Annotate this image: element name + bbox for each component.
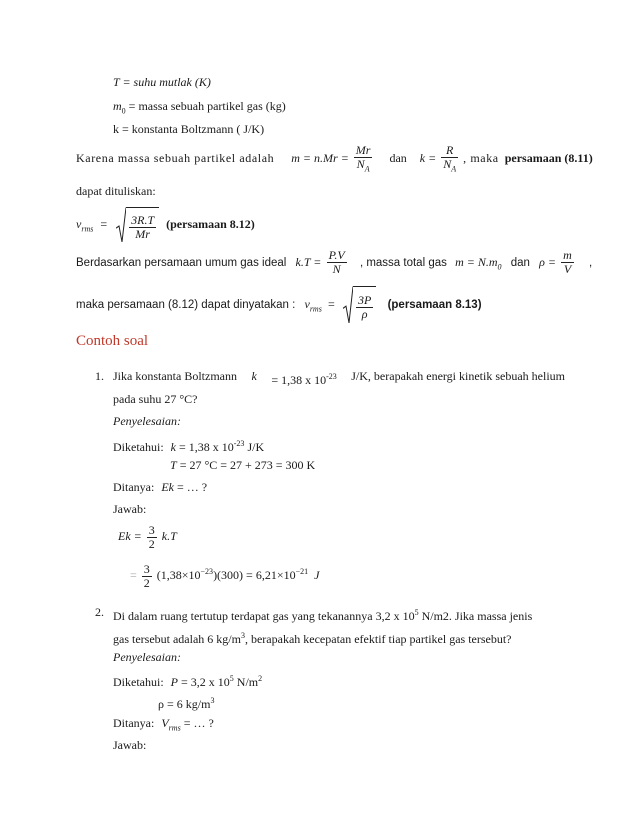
fraction-r-na — [441, 144, 458, 175]
massa-total-text: , massa total gas — [359, 257, 447, 269]
frac-num: 3P — [358, 292, 372, 307]
diketahui-label: Diketahui: — [113, 675, 164, 689]
frac-num: m — [563, 248, 572, 263]
q1-diketahui-2 — [170, 458, 315, 473]
q2-line2-a: gas tersebut adalah 6 kg/m — [113, 632, 241, 646]
fraction-mr-na — [354, 144, 373, 175]
q1-value-main: = 1,38 x 10 — [271, 373, 327, 387]
k-value: = 1,38 x 10 — [178, 440, 234, 454]
p-exp: 5 — [229, 674, 234, 683]
dan-text: dan — [389, 151, 407, 165]
eq-rho: ρ = — [539, 255, 556, 269]
m0-subscript: 0 — [121, 106, 126, 116]
frac-num: 3 — [143, 561, 150, 576]
fraction-m-v — [561, 249, 574, 276]
q1-value — [271, 369, 336, 388]
t-value: = 27 °C = 27 + 273 = 300 K — [179, 458, 316, 472]
q2-text-line2 — [113, 628, 512, 647]
q2-diketahui-1 — [113, 671, 262, 690]
frac-den-main: N — [356, 156, 365, 171]
def-boltzmann: k = konstanta Boltzmann ( J/K) — [113, 122, 265, 136]
frac-den-sub: A — [451, 163, 457, 173]
berdasarkan-line — [76, 247, 592, 282]
rms-subscript: rms — [81, 224, 94, 234]
sqrt-3p-rho — [343, 286, 376, 324]
q2-number: 2. — [95, 605, 104, 619]
p-unit-exp: 2 — [258, 674, 263, 683]
maka-text: , maka — [463, 151, 499, 165]
k-symbol: k — [170, 440, 176, 454]
karena-text: Karena massa sebuah partikel adalah — [76, 151, 275, 165]
p-value: = 3,2 x 10 — [181, 675, 230, 689]
k-unit: J/K — [247, 440, 265, 454]
dan-text: dan — [510, 257, 530, 269]
t-symbol: T — [170, 458, 177, 472]
q2-text-line1 — [113, 605, 532, 624]
comma: , — [589, 257, 593, 269]
unit-j: J — [314, 568, 320, 582]
q1-ek-calculation — [130, 557, 319, 590]
rms-subscript: rms — [309, 304, 322, 314]
q2-ditanya — [113, 716, 214, 735]
ek-rhs: k.T — [161, 529, 177, 543]
frac-num: 3 — [148, 522, 155, 537]
frac-den: N — [327, 262, 347, 276]
q1-diketahui-1 — [113, 436, 264, 455]
calc-exp-1: −23 — [200, 567, 214, 576]
diketahui-label: Diketahui: — [113, 440, 164, 454]
eq-mass-total-sub: 0 — [497, 262, 502, 272]
frac-den-main: N — [443, 156, 452, 171]
radical-sign-icon — [116, 207, 126, 243]
eq-mass-total-main: m = N.m — [455, 255, 498, 269]
rms-subscript: rms — [168, 723, 181, 733]
q1-text-a: Jika konstanta Boltzmann — [113, 369, 237, 383]
persamaan-811-ref: persamaan (8.11) — [504, 151, 593, 165]
ek-lhs: Ek = — [118, 529, 142, 543]
def-temperature: T = suhu mutlak (K) — [113, 75, 211, 89]
ditanya-label: Ditanya: — [113, 480, 155, 494]
fraction-pv-n — [327, 249, 347, 276]
ditanya-rest: = … ? — [183, 716, 214, 730]
frac-den: 2 — [148, 536, 155, 551]
dapat-text: dapat dituliskan: — [76, 184, 156, 198]
v-symbol: V — [161, 716, 169, 730]
karena-line — [76, 143, 593, 175]
frac-den — [354, 157, 373, 175]
calc-part-b: )(300) = 6,21×10 — [213, 568, 296, 582]
frac-den: 2 — [143, 575, 150, 590]
equals-sign: = — [100, 217, 108, 231]
q2-jawab: Jawab: — [113, 738, 147, 752]
frac-num: R — [446, 142, 454, 157]
q1-k-symbol: k — [251, 369, 257, 383]
q1-ditanya — [113, 480, 207, 495]
ditanya-rest: = … ? — [176, 480, 208, 494]
def-particle-mass — [113, 99, 286, 118]
frac-num: Mr — [355, 142, 371, 157]
m0-symbol: m — [113, 99, 122, 113]
q2-line2-b: , berapakah kecepatan efektif tiap partikel gas tersebut? — [244, 632, 512, 646]
frac-den: V — [561, 262, 574, 276]
v-symbol: v — [76, 217, 82, 231]
v-symbol: v — [304, 297, 310, 312]
eq-mass-relation: m = n.Mr = — [291, 151, 349, 165]
q2-diketahui-2 — [158, 693, 214, 712]
p-symbol: P — [170, 675, 178, 689]
q1-penyelesaian: Penyelesaian: — [113, 414, 181, 428]
q1-value-exp: -23 — [326, 372, 337, 381]
frac-den: Mr — [129, 227, 156, 241]
k-exp: -23 — [233, 439, 245, 448]
fraction-3-2 — [147, 524, 157, 551]
q1-text-c: J/K, berapakah energi kinetik sebuah helium — [351, 369, 565, 383]
frac-num: P.V — [328, 248, 345, 263]
fraction-3-2 — [142, 563, 152, 590]
persamaan-813-label: (persamaan 8.13) — [387, 299, 482, 312]
q2-penyelesaian: Penyelesaian: — [113, 650, 181, 664]
eq-mass-total — [455, 255, 502, 272]
q2-text-a: Di dalam ruang tertutup terdapat gas yang tekanannya 3,2 x 10 — [113, 609, 415, 623]
rho-value: ρ = 6 kg/m — [158, 697, 211, 711]
equals-sign: = — [328, 297, 335, 312]
q1-text-line2: pada suhu 27 °C? — [113, 392, 198, 406]
p-unit: N/m — [236, 675, 259, 689]
calc-exp-2: −21 — [295, 567, 309, 576]
sqrt-3rt-mr — [116, 207, 159, 243]
equals-sign: = — [130, 568, 137, 582]
q1-jawab: Jawab: — [113, 502, 147, 516]
ditanya-label: Ditanya: — [113, 716, 155, 730]
persamaan-812-label: (persamaan 8.12) — [166, 217, 255, 231]
rho-exp: 3 — [210, 696, 215, 705]
q2-text-b: N/m2. Jika massa jenis — [421, 609, 533, 623]
ek-symbol: Ek — [161, 480, 174, 494]
q1-ek-formula — [118, 521, 177, 551]
contoh-soal-heading: Contoh soal — [76, 333, 149, 349]
equation-8-12 — [76, 207, 255, 246]
frac-num: 3R.T — [131, 213, 155, 227]
q2-line2-exp: 3 — [240, 631, 245, 640]
q2-exp: 5 — [414, 608, 419, 617]
equation-8-13-line — [76, 286, 482, 327]
frac-den: ρ — [356, 307, 373, 321]
frac-den — [441, 157, 458, 175]
q1-text-line1 — [113, 369, 565, 388]
m0-description: = massa sebuah partikel gas (kg) — [125, 99, 286, 113]
frac-den-sub: A — [364, 163, 370, 173]
berdasarkan-text: Berdasarkan persamaan umum gas ideal — [76, 257, 287, 269]
eq-kt: k.T = — [295, 255, 322, 269]
calc-part-a: (1,38×10 — [156, 568, 201, 582]
q1-number: 1. — [95, 369, 104, 383]
radical-sign-icon — [343, 286, 353, 324]
eq-k-relation: k = — [419, 151, 437, 165]
maka-persamaan-text: maka persamaan (8.12) dapat dinyatakan : — [76, 299, 296, 312]
